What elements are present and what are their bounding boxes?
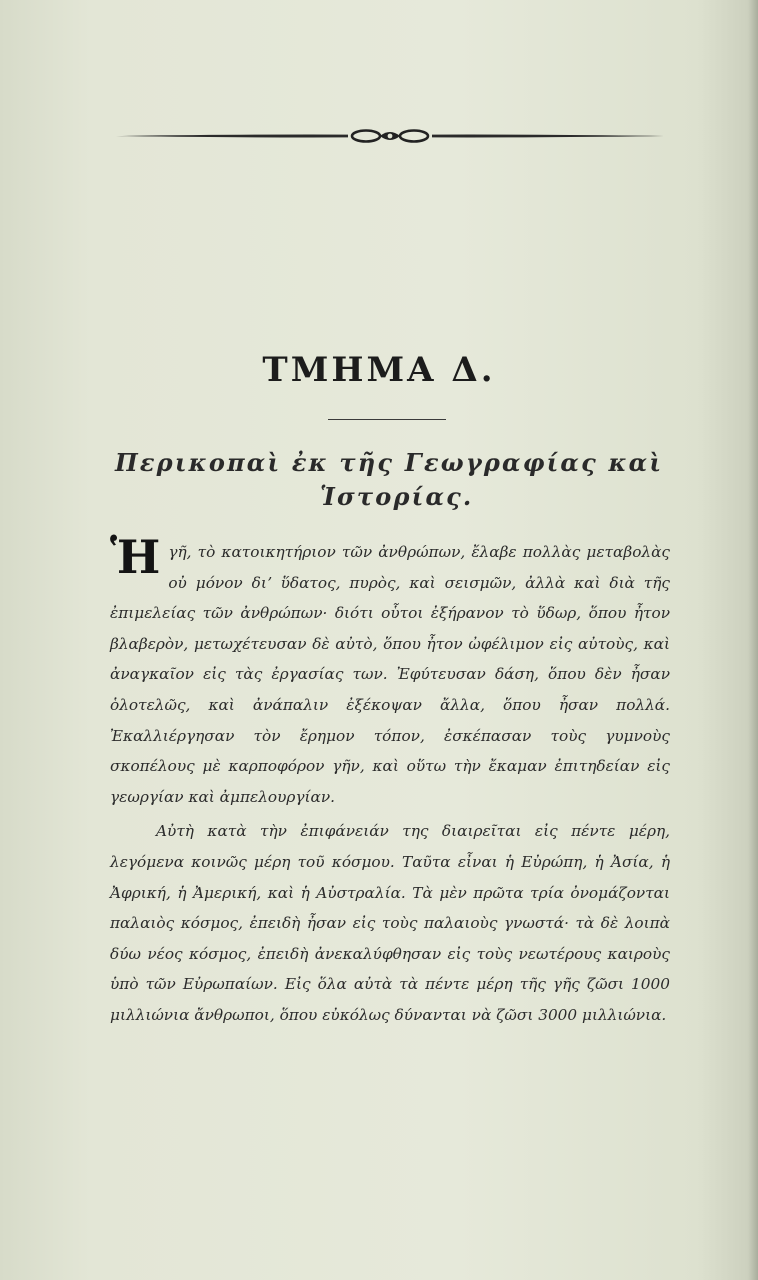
subheading-line-1: Περικοπαὶ ἐκ τῆς Γεωγραφίας καὶ xyxy=(115,448,664,477)
section-subheading xyxy=(115,446,675,514)
decorative-rule-ornament xyxy=(116,124,664,150)
page-edge-shadow xyxy=(748,0,758,1280)
paragraph-1-text: γῆ, τὸ κατοικητήριον τῶν ἀνθρώπων, ἔλαβε πολλὰς μεταβολὰς οὐ μόνον διʼ ὕδατος, πυρὸς, καὶ σεισμῶν, ἀλλὰ καὶ διὰ τῆς ἐπιμελείας τῶν ἀνθρώπων· διότι οὗτοι ἐξήρανον τὸ ὕδωρ, ὅπου ἦτον βλαβερὸν, μετωχέτευσαν δὲ αὐτὸ, ὅπου ἦτον ὠφέλιμον εἰς αὐτοὺς, καὶ ἀναγκαῖον εἰς τὰς ἐργασίας των. Ἐφύτευσαν δάση, ὅπου δὲν ἦσαν ὁλοτελῶς, καὶ ἀνάπαλιν ἐξέκοψαν ἄλλα, ὅπου ἦσαν πολλά. Ἐκαλλιέργησαν τὸν ἔρημον τόπον, ἐσκέπασαν τοὺς γυμνοὺς σκοπέλους μὲ καρποφόρον γῆν, καὶ οὕτω τὴν ἔκαμαν ἐπιτηδείαν εἰς γεωργίαν καὶ ἀμπελουργίαν. xyxy=(110,543,670,806)
subheading-line-2: Ἱστορίας. xyxy=(320,482,474,511)
section-heading: ΤΜΗΜΑ Δ. xyxy=(262,350,496,390)
paragraph-2: Αὐτὴ κατὰ τὴν ἐπιφάνειάν της διαιρεῖται εἰς πέντε μέρη, λεγόμενα κοινῶς μέρη τοῦ κόσμου. Ταῦτα εἶναι ἡ Εὐρώπη, ἡ Ἀσία, ἡ Ἀφρική, ἡ Ἀμερική, καὶ ἡ Αὐστραλία. Τὰ μὲν πρῶτα τρία ὀνομάζονται παλαιὸς κόσμος, ἐπειδὴ ἦσαν εἰς τοὺς παλαιοὺς γνωστά· τὰ δὲ λοιπὰ δύω νέος κόσμος, ἐπειδὴ ἀνεκαλύφθησαν εἰς τοὺς νεωτέρους καιροὺς ὑπὸ τῶν Εὐρωπαίων. Εἰς ὅλα αὐτὰ τὰ πέντε μέρη τῆς γῆς ζῶσι 1000 μιλλιώνια ἄνθρωποι, ὅπου εὐκόλως δύνανται νὰ ζῶσι 3000 μιλλιώνια. xyxy=(110,822,670,1024)
drop-cap-initial: Ἡ xyxy=(110,530,161,584)
heading-divider xyxy=(328,419,446,420)
body-text xyxy=(110,530,670,1031)
paragraph-1 xyxy=(110,530,670,812)
